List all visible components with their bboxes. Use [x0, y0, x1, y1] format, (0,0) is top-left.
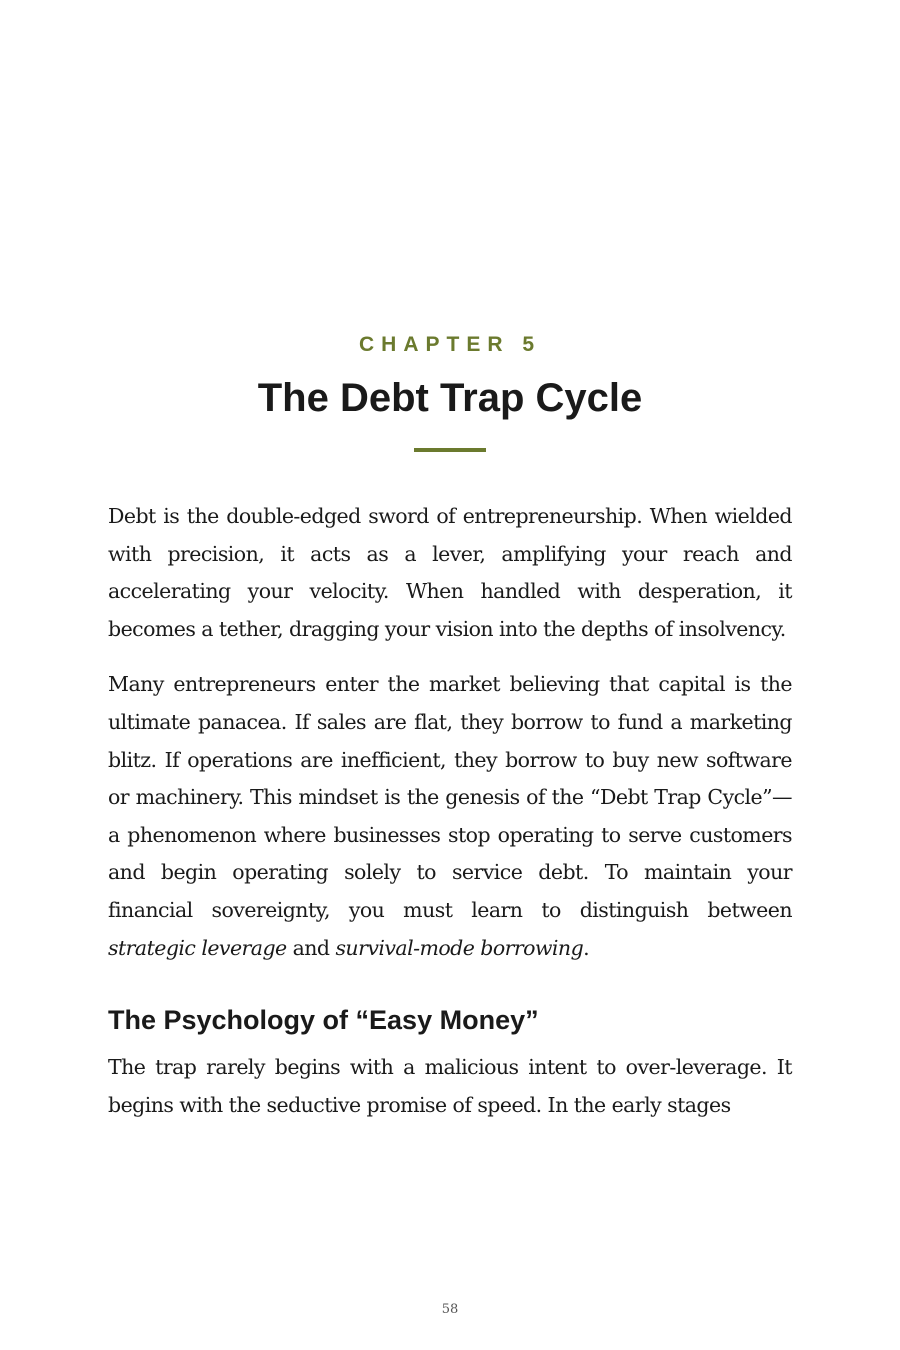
emphasis-strategic-leverage: strategic leverage: [108, 935, 287, 960]
title-divider: [414, 448, 486, 452]
emphasis-survival-borrowing: survival-mode borrowing: [335, 935, 584, 960]
page-number: 58: [441, 1302, 459, 1317]
chapter-title: The Debt Trap Cycle: [257, 376, 643, 420]
chapter-label: CHAPTER 5: [358, 333, 542, 356]
paragraph-mindset-end: .: [583, 935, 590, 960]
paragraph-mindset: [108, 666, 792, 967]
section-heading: The Psychology of “Easy Money”: [108, 1005, 539, 1036]
paragraph-mindset-and: and: [286, 935, 336, 960]
paragraph-easy-money: The trap rarely begins with a malicious intent to over-leverage. It begins with the seductive promise of speed. In the early stages: [108, 1055, 792, 1117]
chapter-body: [108, 498, 792, 1142]
paragraph-mindset-text: Many entrepreneurs enter the market believing that capital is the ultimate panacea. If sales are flat, they borrow to fund a marketing blitz. If operations are inefficient, they borrow to buy new software or machinery. This mindset is the genesis of the “Debt Trap Cycle”—a phenomenon where businesses stop operating to serve customers and begin operating solely to service debt. To maintain your financial sovereignty, you must learn to distinguish between: [108, 672, 792, 922]
paragraph-intro: Debt is the double-edged sword of entrepreneurship. When wielded with precision, it acts as a lever, amplifying your reach and accelerating your velocity. When handled with desperation, it becomes a tether, dragging your vision into the depths of insolvency.: [108, 504, 792, 641]
